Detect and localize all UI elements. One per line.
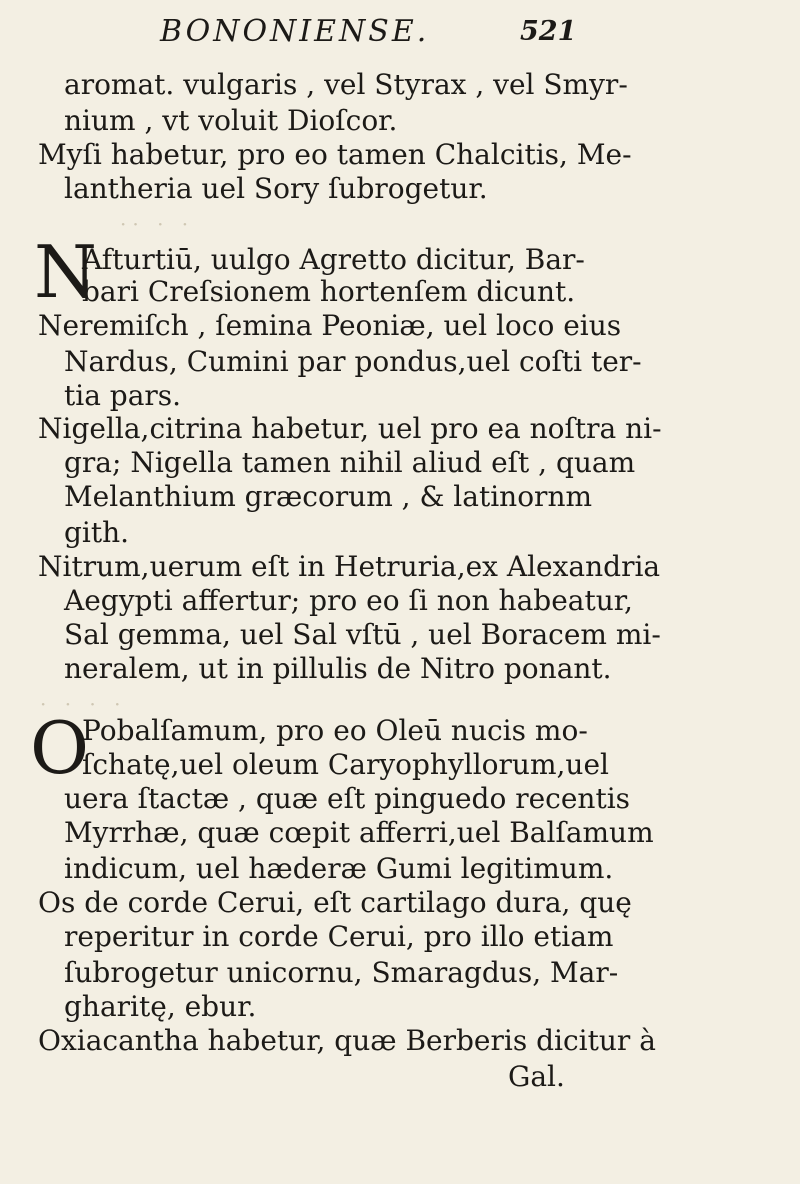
text-line: nium , vt voluit Dioſcor. [64,104,398,137]
text-line: neralem, ut in pillulis de Nitro ponant. [64,652,612,685]
text-line: ſubrogetur unicornu, Smaragdus, Mar- [64,956,619,989]
text-line: gith. [64,516,130,549]
entry-line: Oxiacantha habetur, quæ Berberis dicitur à [38,1024,656,1057]
text-line: bari Creſsionem hortenſem dicunt. [82,275,576,308]
drop-cap-o: O [30,706,90,790]
text-line: aromat. vulgaris , vel Styrax , vel Smyr- [64,68,628,101]
catchword: Gal. [508,1060,565,1093]
text-line: Nardus, Cumini par pondus,uel coſti ter- [64,345,642,378]
drop-cap-n: N [34,230,97,314]
entry-line: Nigella,citrina habetur, uel pro ea noſtra ni- [38,412,662,445]
running-head: BONONIENSE. [160,14,430,49]
text-line: Sal gemma, uel Sal vſtū , uel Boracem mi- [64,618,661,651]
text-line: ſchatę,uel oleum Caryophyllorum,uel [82,748,609,781]
text-line: Myrrhæ, quæ cœpit afferri,uel Balſamum [64,816,654,849]
text-line: tia pars. [64,379,182,412]
text-line: uera ſtactæ , quæ eſt pinguedo recentis [64,782,631,815]
entry-line: Os de corde Cerui, eſt cartilago dura, quę [38,886,632,919]
text-line: indicum, uel hæderæ Gumi legitimum. [64,852,614,885]
show-through-mark: · · · · [40,692,127,716]
show-through-mark: ·· · · [120,212,195,236]
page-number: 521 [520,16,577,47]
text-line: Aegypti affertur; pro eo ſi non habeatur, [64,584,633,617]
entry-line: Neremiſch , ſemina Peoniæ, uel loco eius [38,309,622,342]
text-line: lantheria uel Sory ſubrogetur. [64,172,488,205]
page-header [0,14,800,54]
entry-line: Myſi habetur, pro eo tamen Chalcitis, Me- [38,138,632,171]
text-line: gharitę, ebur. [64,990,257,1023]
entry-line: Nitrum,uerum eſt in Hetruria,ex Alexandria [38,550,661,583]
text-line: Melanthium græcorum , & latinornm [64,480,593,513]
text-line: gra; Nigella tamen nihil aliud eſt , quam [64,446,636,479]
entry-line: Pobalſamum, pro eo Oleū nucis mo- [82,714,588,747]
entry-line: Afturtiū, uulgo Agretto dicitur, Bar- [82,243,585,276]
text-line: reperitur in corde Cerui, pro illo etiam [64,920,614,953]
